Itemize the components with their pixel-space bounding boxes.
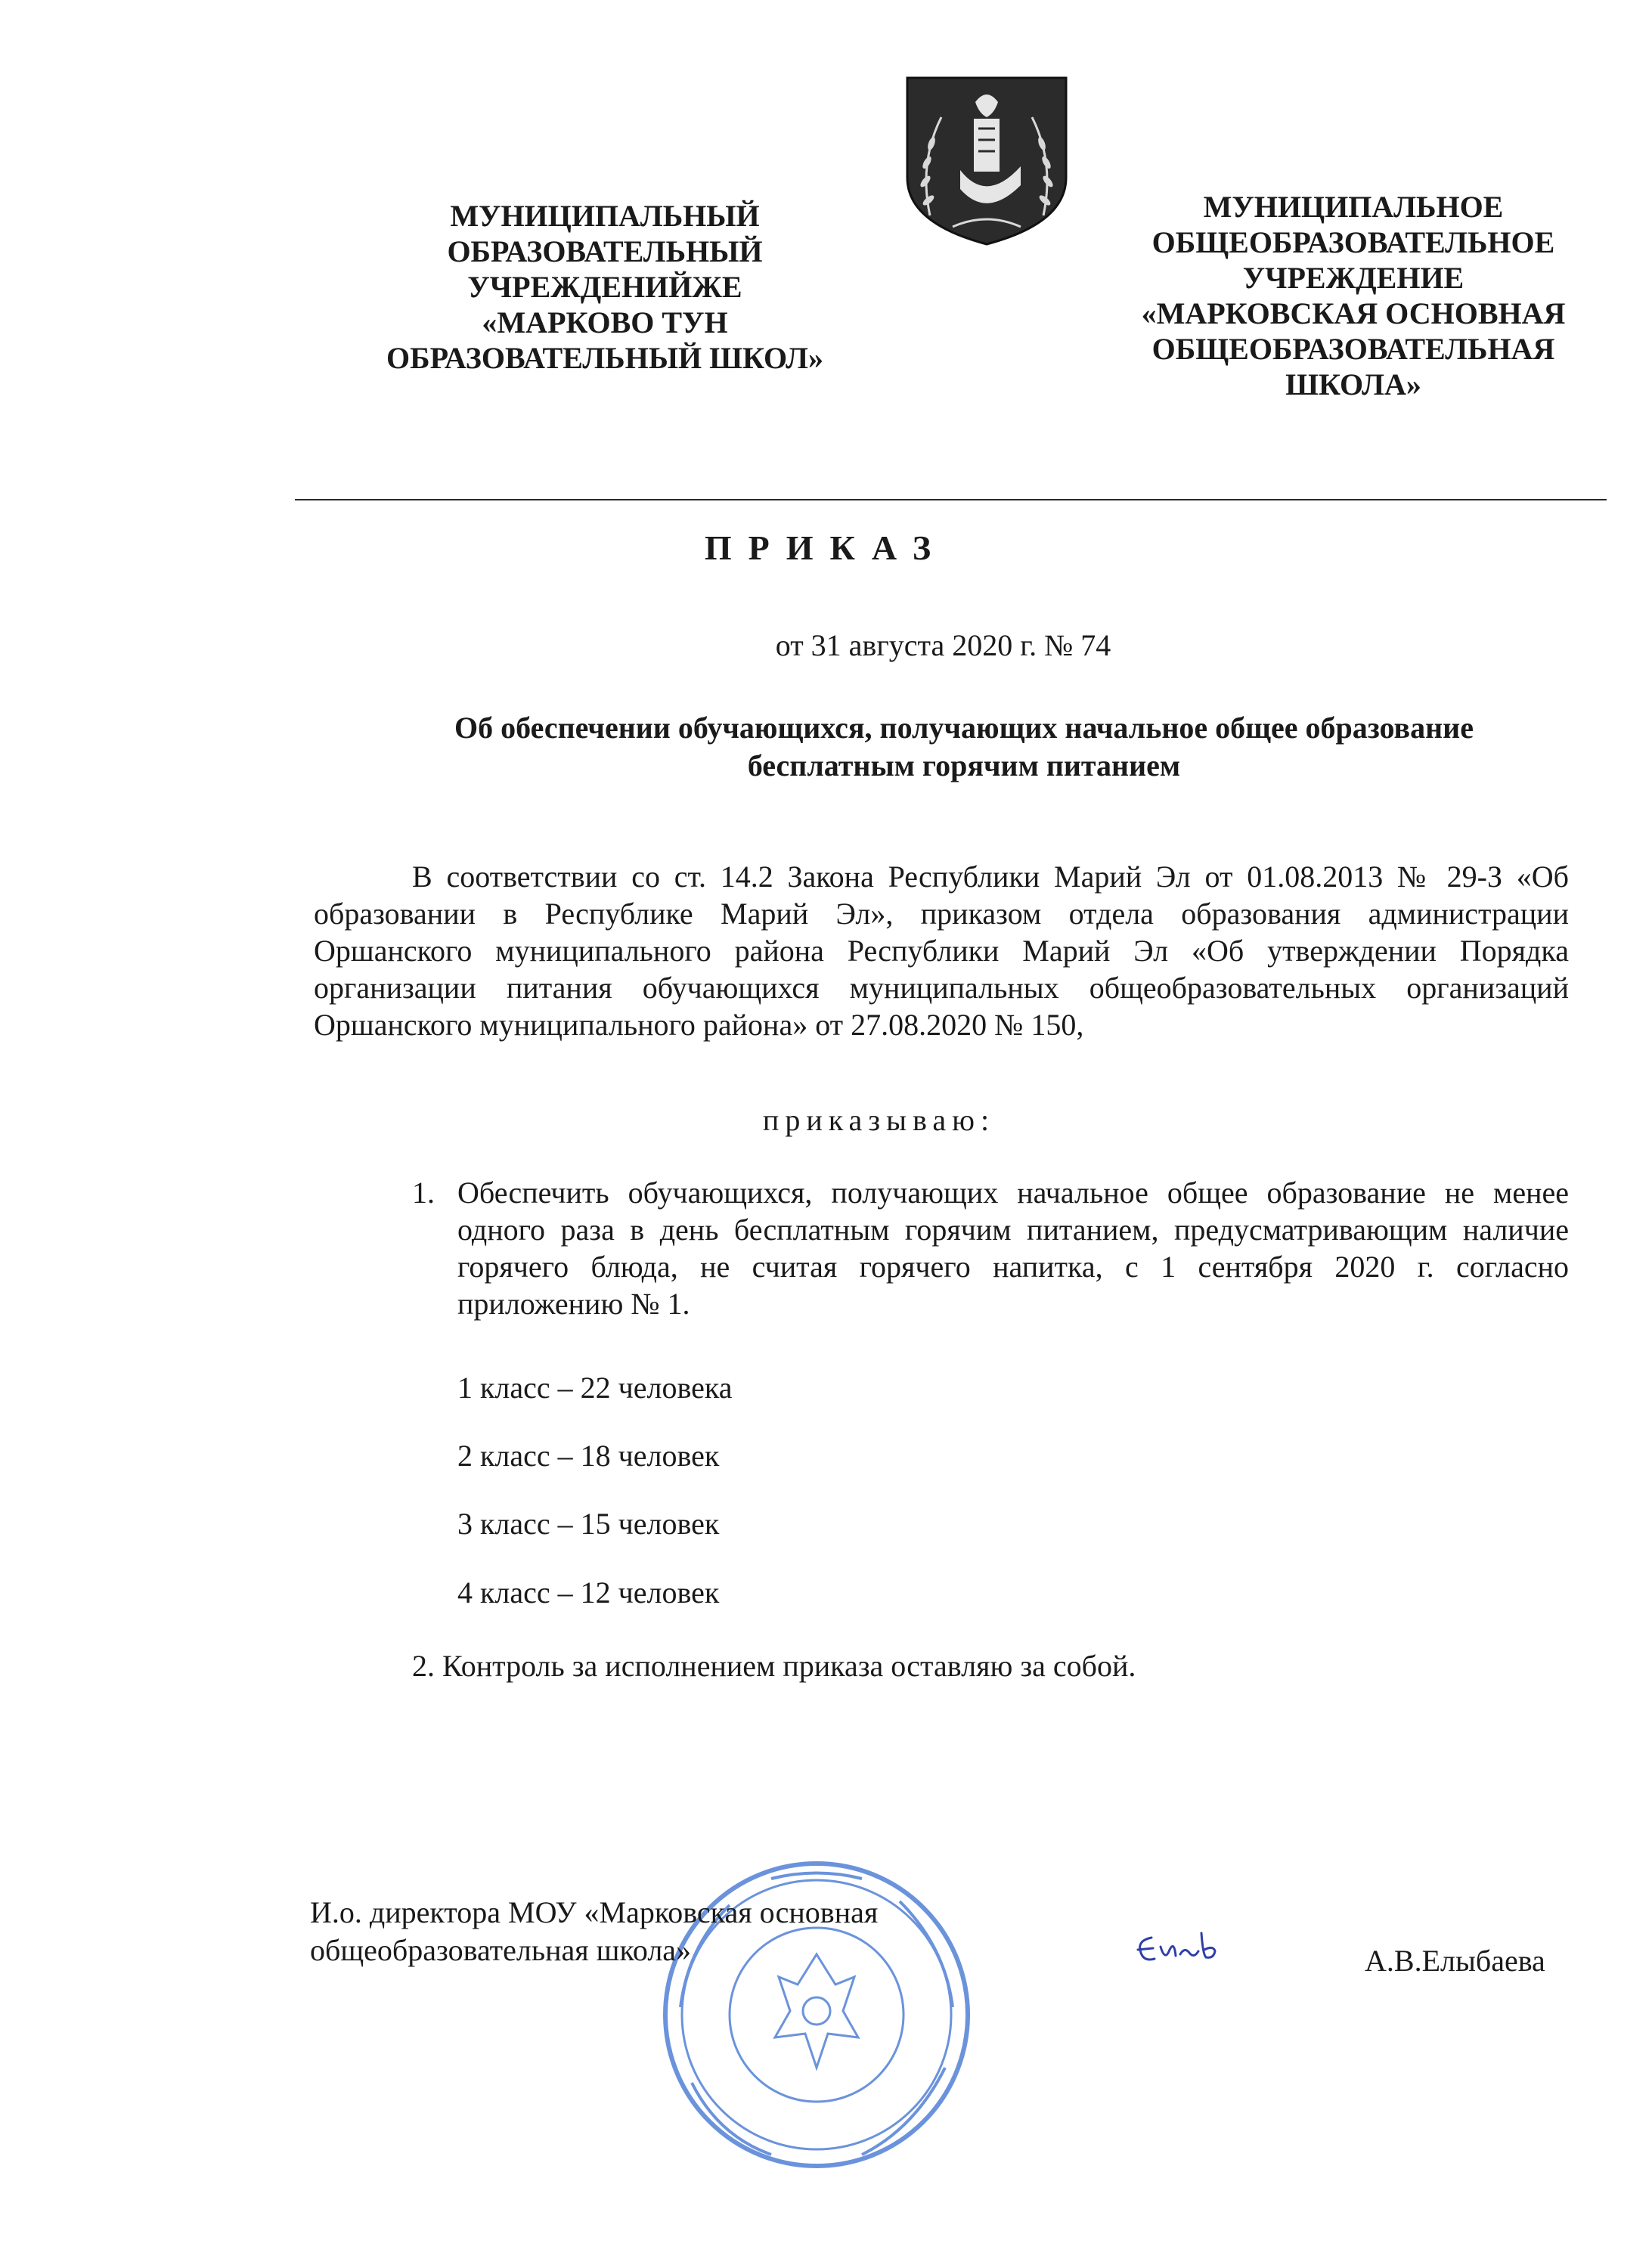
position-line: общеобразовательная школа» [310, 1933, 692, 1967]
document-date-number: от 31 августа 2020 г. № 74 [775, 628, 1111, 662]
org-right-line: УЧРЕЖДЕНИЕ [1242, 261, 1464, 295]
item-number: 1. [412, 1176, 435, 1210]
org-right-line: ОБЩЕОБРАЗОВАТЕЛЬНОЕ [1151, 225, 1555, 259]
preamble-paragraph: В соответствии со ст. 14.2 Закона Республики Марий Эл от 01.08.2013 № 29-З «Об образовании в Республике Марий Эл», приказом отдела образования администрации Оршанского муниципального района Республики Марий Эл «Об утверждении Порядка организации питания обучающихся муниципальных общеобразовательных организаций Оршанского муниципального района» от 27.08.2020 № 150, [314, 860, 1569, 1042]
signatory-name: А.В.Елыбаева [1365, 1944, 1545, 1978]
org-left-line: УЧРЕЖДЕНИЙЖЕ [467, 270, 742, 304]
header-org-right [1127, 189, 1580, 402]
header-org-left [355, 198, 854, 376]
org-left-line: ОБРАЗОВАТЕЛЬНЫЙ [447, 234, 763, 268]
class-count-row: 1 класс – 22 человека [457, 1371, 733, 1405]
org-left-line: ОБРАЗОВАТЕЛЬНЫЙ ШКОЛ» [386, 341, 823, 375]
org-right-line: ШКОЛА» [1285, 367, 1421, 401]
handwritten-signature [1130, 1924, 1229, 1977]
org-left-line: МУНИЦИПАЛЬНЫЙ [450, 199, 760, 233]
org-right-line: ОБЩЕОБРАЗОВАТЕЛЬНАЯ [1151, 332, 1555, 366]
header-divider [295, 499, 1607, 500]
coat-of-arms-icon [900, 72, 1074, 249]
class-count-row: 4 класс – 12 человек [457, 1576, 720, 1610]
document-title: ПРИКАЗ [704, 528, 948, 567]
document-subject [325, 709, 1603, 785]
org-right-line: «МАРКОВСКАЯ ОСНОВНАЯ [1141, 296, 1566, 330]
position-line: И.о. директора МОУ «Марковская основная [310, 1895, 879, 1929]
org-left-line: «МАРКОВО ТУН [482, 305, 728, 339]
order-word: приказываю: [762, 1103, 996, 1137]
order-item-1 [412, 1174, 1569, 1322]
item-text: Обеспечить обучающихся, получающих начальное общее образование не менее одного раза в день бесплатным горячим питанием, предусматривающим наличие горячего блюда, не считая горячего напитка, с 1 сентября 2020 г. согласно приложению № 1. [457, 1176, 1569, 1321]
org-right-line: МУНИЦИПАЛЬНОЕ [1203, 190, 1504, 224]
subject-line: Об обеспечении обучающихся, получающих начальное общее образование [454, 711, 1474, 745]
order-item-2: 2. Контроль за исполнением приказа оставляю за собой. [412, 1649, 1136, 1683]
subject-line: бесплатным горячим питанием [747, 748, 1181, 782]
class-count-row: 3 класс – 15 человек [457, 1507, 720, 1541]
signatory-position [310, 1894, 990, 1969]
class-count-row: 2 класс – 18 человек [457, 1439, 720, 1473]
